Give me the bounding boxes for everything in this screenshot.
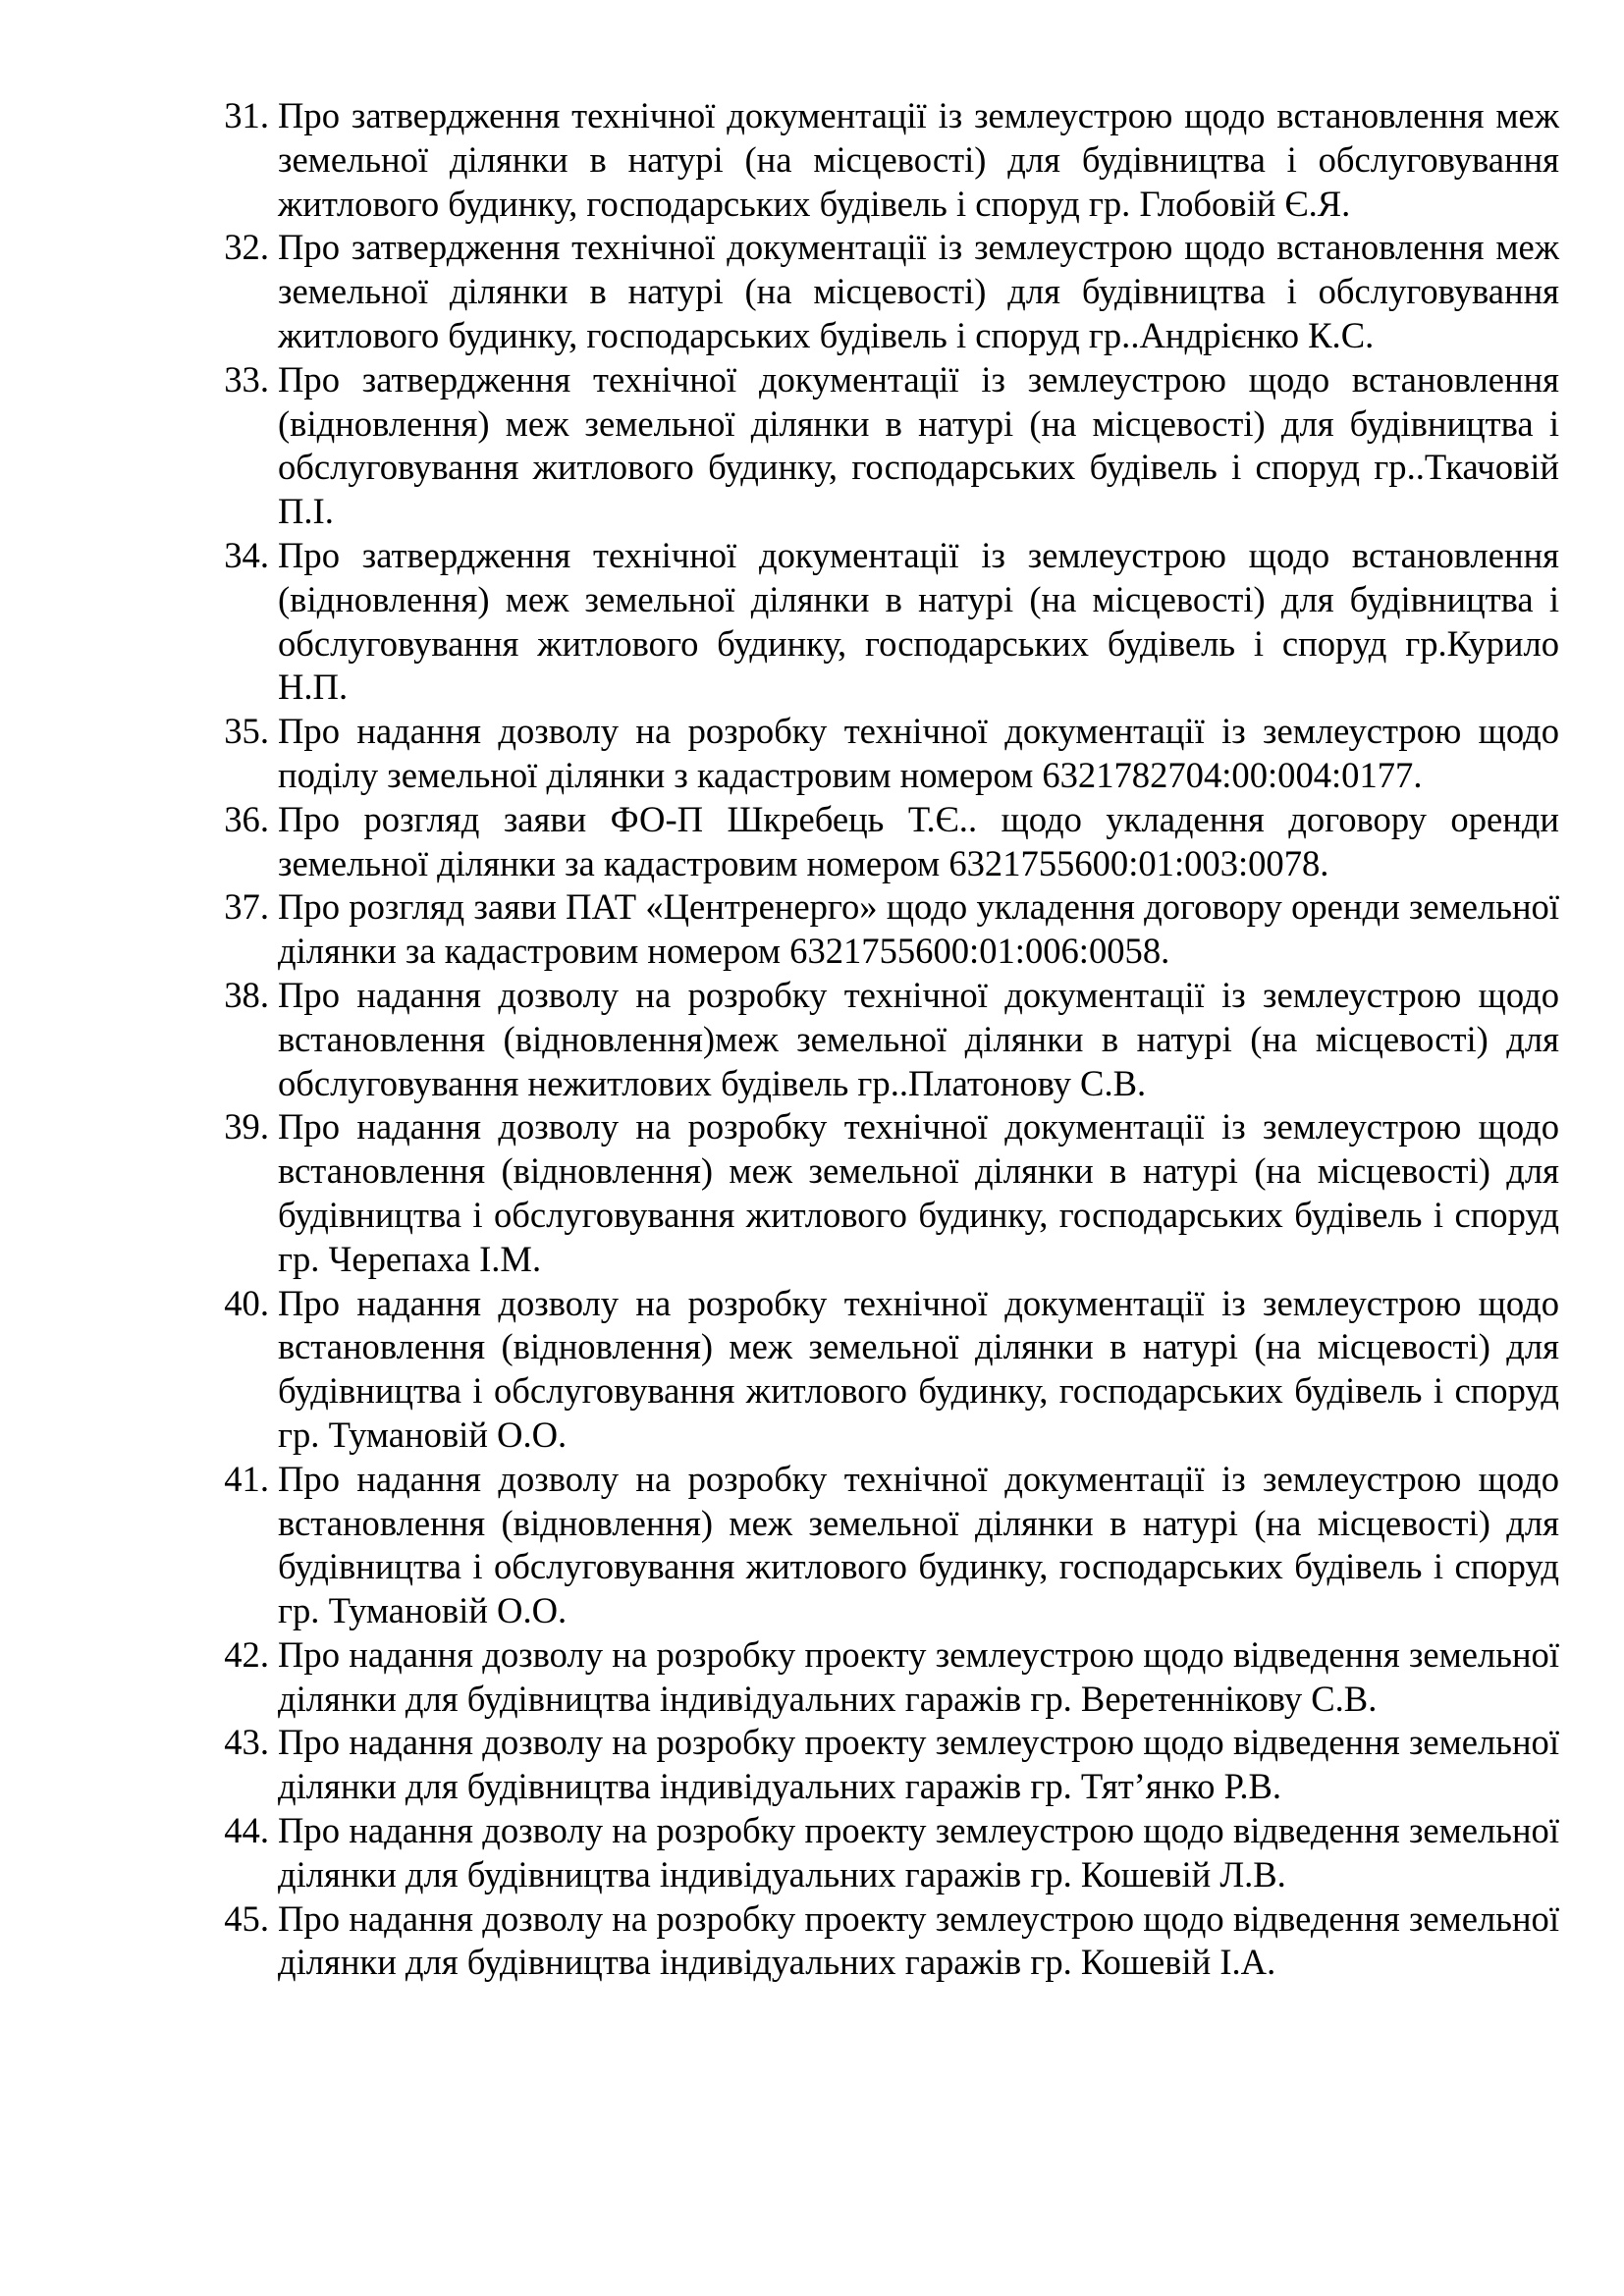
item-number: 38. (224, 974, 269, 1015)
item-text: Про розгляд заяви ПАТ «Центренерго» щодо укладення договору оренди земельної ділянки за кадастровим номером 6321755600:01:006:0058. (278, 886, 1559, 972)
item-number: 42. (224, 1633, 269, 1675)
agenda-item-41 (212, 1458, 1559, 1633)
item-text: Про надання дозволу на розробку проекту землеустрою щодо відведення земельної ділянки для будівництва індивідуальних гаражів гр. Кошевій Л.В. (278, 1810, 1559, 1895)
agenda-item-34 (212, 534, 1559, 710)
item-text: Про затвердження технічної документації із землеустрою щодо встановлення меж земельної ділянки в натурі (на місцевості) для будівництва і обслуговування житлового будинку, господарських будівель і споруд гр. Глобовій Є.Я. (278, 95, 1559, 224)
item-text: Про надання дозволу на розробку проекту землеустрою щодо відведення земельної ділянки для будівництва індивідуальних гаражів гр. Тят’янко Р.В. (278, 1722, 1559, 1807)
item-text: Про надання дозволу на розробку технічної документації із землеустрою щодо встановлення (відновлення) меж земельної ділянки в натурі (на місцевості) для будівництва і обслуговування житлового будинку, господарських будівель і споруд гр. Черепаха І.М. (278, 1106, 1559, 1279)
item-number: 43. (224, 1722, 269, 1763)
agenda-item-42 (212, 1633, 1559, 1722)
agenda-item-44 (212, 1809, 1559, 1897)
item-number: 32. (224, 227, 269, 268)
agenda-item-37 (212, 885, 1559, 974)
agenda-item-40 (212, 1282, 1559, 1458)
item-number: 35. (224, 711, 269, 752)
item-number: 36. (224, 798, 269, 839)
item-number: 33. (224, 358, 269, 400)
item-text: Про надання дозволу на розробку технічної документації із землеустрою щодо встановлення (відновлення) меж земельної ділянки в натурі (на місцевості) для будівництва і обслуговування житлового будинку, господарських будівель і споруд гр. Тумановій О.О. (278, 1282, 1559, 1455)
agenda-item-43 (212, 1721, 1559, 1809)
item-number: 31. (224, 95, 269, 135)
agenda-item-38 (212, 974, 1559, 1105)
item-number: 39. (224, 1106, 269, 1148)
item-number: 37. (224, 886, 269, 928)
item-number: 45. (224, 1897, 269, 1939)
item-text: Про затвердження технічної документації із землеустрою щодо встановлення (відновлення) меж земельної ділянки в натурі (на місцевості) для будівництва і обслуговування житлового будинку, господарських будівель і споруд гр.Курило Н.П. (278, 534, 1559, 708)
agenda-item-39 (212, 1105, 1559, 1281)
item-text: Про надання дозволу на розробку проекту землеустрою щодо відведення земельної ділянки для будівництва індивідуальних гаражів гр. Кошевій І.А. (278, 1897, 1559, 1983)
item-text: Про затвердження технічної документації із землеустрою щодо встановлення меж земельної ділянки в натурі (на місцевості) для будівництва і обслуговування житлового будинку, господарських будівель і споруд гр..Андрієнко К.С. (278, 227, 1559, 355)
item-text: Про затвердження технічної документації із землеустрою щодо встановлення (відновлення) меж земельної ділянки в натурі (на місцевості) для будівництва і обслуговування житлового будинку, господарських будівель і споруд гр..Ткачовій П.І. (278, 358, 1559, 532)
item-text: Про надання дозволу на розробку технічної документації із землеустрою щодо встановлення (відновлення)меж земельної ділянки в натурі (на місцевості) для обслуговування нежитлових будівель гр..Платонову С.В. (278, 974, 1559, 1103)
item-number: 41. (224, 1458, 269, 1499)
item-text: Про надання дозволу на розробку проекту землеустрою щодо відведення земельної ділянки для будівництва індивідуальних гаражів гр. Веретеннікову С.В. (278, 1633, 1559, 1719)
item-text: Про надання дозволу на розробку технічної документації із землеустрою щодо встановлення (відновлення) меж земельної ділянки в натурі (на місцевості) для будівництва і обслуговування житлового будинку, господарських будівель і споруд гр. Тумановій О.О. (278, 1458, 1559, 1631)
item-text: Про розгляд заяви ФО-П Шкребець Т.Є.. щодо укладення договору оренди земельної ділянки за кадастровим номером 6321755600:01:003:0078. (278, 798, 1559, 883)
agenda-item-31 (212, 94, 1559, 226)
item-number: 44. (224, 1810, 269, 1851)
agenda-item-32 (212, 226, 1559, 357)
agenda-list (212, 94, 1559, 1985)
agenda-item-33 (212, 358, 1559, 534)
agenda-item-45 (212, 1897, 1559, 1986)
item-text: Про надання дозволу на розробку технічної документації із землеустрою щодо поділу земельної ділянки з кадастровим номером 6321782704:00:004:0177. (278, 711, 1559, 795)
item-number: 34. (224, 534, 269, 575)
agenda-item-35 (212, 710, 1559, 798)
agenda-item-36 (212, 798, 1559, 886)
item-number: 40. (224, 1282, 269, 1323)
